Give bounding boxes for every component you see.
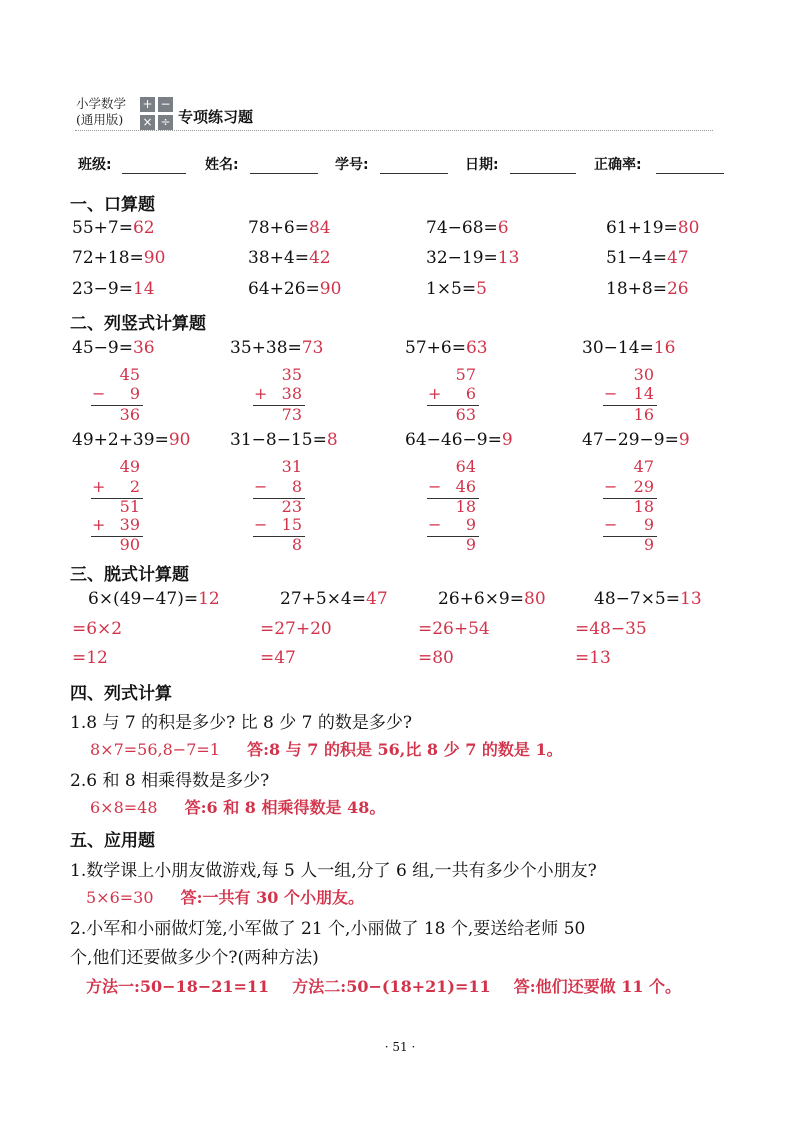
step-line: =26+54: [418, 619, 490, 639]
text: 90: [119, 535, 140, 554]
text: 9: [678, 430, 690, 450]
text: 73: [281, 405, 302, 424]
text: −: [604, 384, 618, 403]
list-item: [405, 430, 513, 450]
text: 47: [666, 248, 689, 268]
text: 31: [281, 457, 302, 476]
top-margin: [0, 0, 800, 64]
text: 16: [633, 405, 654, 424]
list-item: [72, 218, 155, 238]
list-item: [426, 248, 519, 268]
text: 80: [677, 218, 700, 238]
date-blank[interactable]: [510, 173, 576, 174]
text: −: [254, 515, 268, 534]
page-number: · 51 ·: [384, 1040, 416, 1054]
text: 64−46−9=: [405, 430, 502, 450]
text: 64: [455, 457, 476, 476]
text: 6×(49−47)=: [88, 589, 199, 609]
list-item: [280, 589, 388, 609]
vertical-calc: [384, 366, 476, 426]
text: 90: [143, 248, 166, 268]
page-title: 专项练习题: [178, 108, 254, 126]
plus-icon: +: [140, 97, 155, 112]
text: 84: [308, 218, 331, 238]
text: 16: [653, 338, 676, 358]
section-oral-title: 一、口算题: [70, 195, 155, 215]
text: 18: [633, 497, 654, 516]
vertical-calc: [562, 458, 654, 558]
text: 42: [308, 248, 331, 268]
text: 80: [524, 589, 546, 609]
text: 47: [366, 589, 388, 609]
step-line: =13: [575, 648, 611, 668]
text: 18: [455, 497, 476, 516]
list-item: [606, 248, 689, 268]
list-item: [582, 430, 690, 450]
question-text: 2.6 和 8 相乘得数是多少?: [70, 771, 270, 791]
series-line-1: 小学数学: [76, 96, 127, 111]
vertical-calc: [210, 366, 302, 426]
text: 1×5=: [426, 279, 477, 299]
text: 14: [633, 384, 654, 403]
step-line: =80: [418, 648, 454, 668]
list-item: [594, 589, 702, 609]
date-label: 日期:: [465, 157, 499, 173]
text: 73: [301, 338, 324, 358]
text: +: [254, 384, 268, 403]
text: 49: [119, 457, 140, 476]
text: 31−8−15=: [230, 430, 327, 450]
section-expression-title: 四、列式计算: [70, 684, 172, 704]
math-operators-icon: [140, 97, 174, 131]
text: 14: [132, 279, 155, 299]
text: 61+19=: [606, 218, 678, 238]
vertical-calc: [210, 458, 302, 558]
text: −: [254, 477, 268, 496]
text: 47−29−9=: [582, 430, 679, 450]
text: 55+7=: [72, 218, 133, 238]
accuracy-label: 正确率:: [594, 157, 642, 173]
text: 51: [119, 497, 140, 516]
list-item: [248, 279, 341, 299]
text: 26+6×9=: [438, 589, 524, 609]
list-item: [72, 279, 155, 299]
text: 答:一共有 30 个小朋友。: [180, 888, 364, 907]
text: 8: [291, 477, 302, 496]
text: 74−68=: [426, 218, 498, 238]
text: 57: [455, 365, 476, 384]
student-id-blank[interactable]: [380, 173, 448, 174]
list-item: [248, 248, 331, 268]
header-divider: [75, 130, 713, 131]
question-text: 个,他们还要做多少个?(两种方法): [70, 948, 319, 968]
step-line: =12: [72, 648, 108, 668]
answer-line: [90, 737, 563, 760]
text: −: [92, 384, 106, 403]
text: 64+26=: [248, 279, 320, 299]
text: 45: [119, 365, 140, 384]
text: 5×6=30: [86, 888, 154, 907]
list-item: [230, 430, 338, 450]
text: 23: [281, 497, 302, 516]
text: +: [92, 477, 106, 496]
text: 6×8=48: [90, 798, 158, 817]
question-text: 2.小军和小丽做灯笼,小军做了 21 个,小丽做了 18 个,要送给老师 50: [70, 919, 586, 939]
text: 9: [643, 515, 654, 534]
text: 63: [455, 405, 476, 424]
list-item: [72, 338, 155, 358]
accuracy-blank[interactable]: [656, 173, 724, 174]
text: 48−7×5=: [594, 589, 680, 609]
series-label: [76, 96, 126, 128]
text: −: [428, 515, 442, 534]
text: 78+6=: [248, 218, 309, 238]
list-item: [88, 589, 220, 609]
step-line: =6×2: [72, 619, 123, 639]
text: 36: [119, 405, 140, 424]
answer-line: [86, 974, 681, 997]
list-item: [72, 430, 190, 450]
text: 9: [465, 515, 476, 534]
text: −: [428, 477, 442, 496]
name-blank[interactable]: [250, 173, 318, 174]
text: +: [428, 384, 442, 403]
section-vertical-title: 二、列竖式计算题: [70, 314, 206, 334]
text: −: [604, 477, 618, 496]
answer-line: [90, 795, 385, 818]
text: 13: [680, 589, 702, 609]
question-text: 1.8 与 7 的积是多少? 比 8 少 7 的数是多少?: [70, 713, 412, 733]
list-item: [248, 218, 331, 238]
text: 18+8=: [606, 279, 667, 299]
answer-line: [86, 885, 364, 908]
vertical-calc: [48, 458, 140, 558]
text: 8: [291, 535, 302, 554]
vertical-calc: [562, 366, 654, 426]
student-id-label: 学号:: [335, 157, 369, 173]
text: 8: [326, 430, 338, 450]
text: 2: [129, 477, 140, 496]
text: 45−9=: [72, 338, 133, 358]
text: 5: [476, 279, 487, 299]
list-item: [426, 218, 509, 238]
class-blank[interactable]: [122, 173, 186, 174]
text: 答:6 和 8 相乘得数是 48。: [184, 798, 386, 817]
text: 38: [281, 384, 302, 403]
text: 8×7=56,8−7=1: [90, 740, 220, 759]
divide-icon: ÷: [158, 115, 173, 130]
text: 9: [501, 430, 513, 450]
text: 答:8 与 7 的积是 56,比 8 少 7 的数是 1。: [247, 740, 563, 759]
name-label: 姓名:: [205, 157, 239, 173]
text: 30: [633, 365, 654, 384]
series-line-2: (通用版): [76, 112, 124, 127]
text: 9: [129, 384, 140, 403]
list-item: [405, 338, 488, 358]
text: 35+38=: [230, 338, 302, 358]
text: 方法一:50−18−21=11: [86, 977, 270, 996]
text: 6: [497, 218, 509, 238]
text: 57+6=: [405, 338, 466, 358]
text: −: [604, 515, 618, 534]
text: 12: [198, 589, 220, 609]
list-item: [72, 248, 165, 268]
text: 36: [132, 338, 155, 358]
list-item: [230, 338, 323, 358]
text: 26: [666, 279, 689, 299]
text: 答:他们还要做 11 个。: [513, 977, 682, 996]
section-stepwise-title: 三、脱式计算题: [70, 565, 189, 585]
text: 6: [465, 384, 476, 403]
text: 90: [168, 430, 191, 450]
text: 15: [281, 515, 302, 534]
list-item: [438, 589, 546, 609]
text: 30−14=: [582, 338, 654, 358]
text: 90: [319, 279, 342, 299]
text: 63: [465, 338, 488, 358]
text: 35: [281, 365, 302, 384]
text: 29: [633, 477, 654, 496]
text: 38+4=: [248, 248, 309, 268]
text: 32−19=: [426, 248, 498, 268]
step-line: =47: [260, 648, 296, 668]
minus-icon: −: [158, 97, 173, 112]
text: 39: [119, 515, 140, 534]
list-item: [606, 279, 689, 299]
class-label: 班级:: [78, 157, 112, 173]
text: 13: [497, 248, 520, 268]
vertical-calc: [48, 366, 140, 426]
text: 49+2+39=: [72, 430, 169, 450]
text: 27+5×4=: [280, 589, 366, 609]
text: 62: [132, 218, 155, 238]
section-application-title: 五、应用题: [70, 831, 155, 851]
multiply-icon: ×: [140, 115, 155, 130]
step-line: =27+20: [260, 619, 332, 639]
vertical-calc: [384, 458, 476, 558]
text: 9: [465, 535, 476, 554]
text: 46: [455, 477, 476, 496]
text: 方法二:50−(18+21)=11: [292, 977, 491, 996]
question-text: 1.数学课上小朋友做游戏,每 5 人一组,分了 6 组,一共有多少个小朋友?: [70, 861, 597, 881]
list-item: [606, 218, 699, 238]
text: 72+18=: [72, 248, 144, 268]
list-item: [426, 279, 487, 299]
step-line: =48−35: [575, 619, 647, 639]
list-item: [582, 338, 675, 358]
text: 9: [643, 535, 654, 554]
text: +: [92, 515, 106, 534]
text: 23−9=: [72, 279, 133, 299]
text: 47: [633, 457, 654, 476]
text: 51−4=: [606, 248, 667, 268]
